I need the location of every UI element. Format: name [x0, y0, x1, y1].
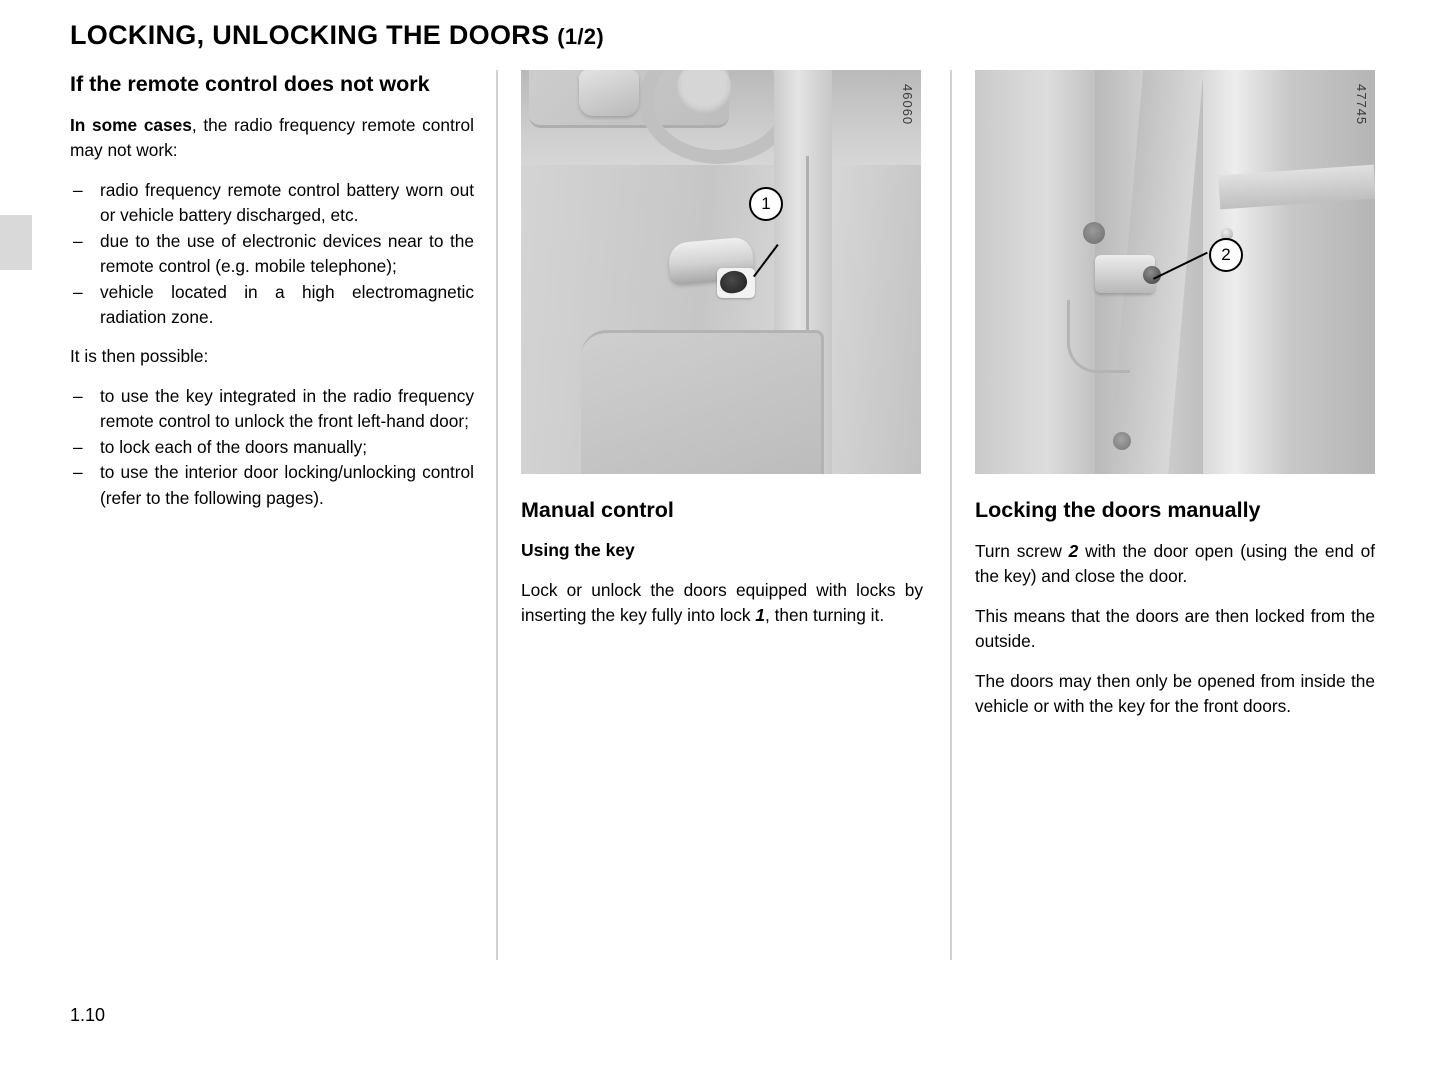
middle-paragraph-start: Lock or unlock the doors equipped with locks by inserting the key fully into lock	[521, 579, 923, 626]
right-column	[975, 70, 1375, 720]
right-heading: Locking the doors manually	[975, 498, 1261, 522]
list-item: – radio frequency remote control battery worn out or vehicle battery discharged, etc.	[70, 178, 474, 229]
page-title-sub: (1/2)	[557, 24, 604, 49]
left-column	[70, 70, 474, 525]
right-paragraph-1	[975, 539, 1375, 590]
figure1-lower-panel	[581, 330, 824, 474]
right-paragraph-3: The doors may then only be opened from inside the vehicle or with the key for the front doors.	[975, 670, 1375, 717]
middle-heading: Manual control	[521, 498, 674, 522]
list-item: – to use the key integrated in the radio frequency remote control to unlock the front left-hand door;	[70, 384, 474, 435]
door-frame-screw-illustration	[975, 70, 1375, 474]
left-intro-paragraph	[70, 113, 474, 164]
figure1-reference-code: 46060	[900, 84, 915, 126]
middle-paragraph-end: , then turning it.	[765, 605, 885, 626]
page-number: 1.10	[70, 1005, 106, 1025]
left-causes-list	[70, 178, 474, 331]
right-paragraph-1-ref: 2	[1068, 541, 1079, 562]
middle-subheading: Using the key	[521, 540, 635, 561]
column-divider-right	[950, 70, 952, 960]
list-item: – to use the interior door locking/unlocking control (refer to the following pages).	[70, 460, 474, 511]
middle-paragraph-ref: 1	[755, 605, 765, 626]
figure2-upper-hole	[1083, 222, 1105, 244]
middle-column	[521, 70, 923, 629]
list-item: – vehicle located in a high electromagnetic radiation zone.	[70, 280, 474, 331]
column-divider-left	[496, 70, 498, 960]
section-tab-marker	[0, 215, 32, 270]
left-intro-rest: , the radio frequency remote control may not work:	[70, 115, 474, 161]
list-item: – due to the use of electronic devices near to the remote control (e.g. mobile telephone);	[70, 229, 474, 280]
right-paragraph-1-end: with the door open (using the end of the key) and close the door.	[975, 541, 1375, 587]
left-heading: If the remote control does not work	[70, 72, 430, 96]
door-handle-lock-illustration	[521, 70, 921, 474]
figure2-curved-edge	[1067, 300, 1130, 373]
list-item: – to lock each of the doors manually;	[70, 435, 474, 460]
figure1-callout-1: 1	[749, 187, 783, 221]
right-paragraph-1-start: Turn screw	[975, 541, 1069, 562]
left-possible-list	[70, 384, 474, 511]
figure2-panel-right	[1293, 70, 1375, 474]
page-title-main: LOCKING, UNLOCKING THE DOORS	[70, 20, 550, 50]
figure2-door-pillar	[1203, 70, 1293, 474]
left-intro-bold: In some cases	[70, 115, 192, 136]
left-possible-lead: It is then possible:	[70, 346, 209, 367]
middle-paragraph	[521, 578, 923, 629]
page-title	[70, 20, 604, 51]
figure2-panel-left	[975, 70, 1095, 474]
figure2-callout-2: 2	[1209, 238, 1243, 272]
figure2-reference-code: 47745	[1354, 84, 1369, 126]
right-paragraph-2: This means that the doors are then locked from the outside.	[975, 605, 1375, 652]
figure1-mirror	[579, 70, 639, 116]
figure2-lower-hole	[1113, 432, 1131, 450]
